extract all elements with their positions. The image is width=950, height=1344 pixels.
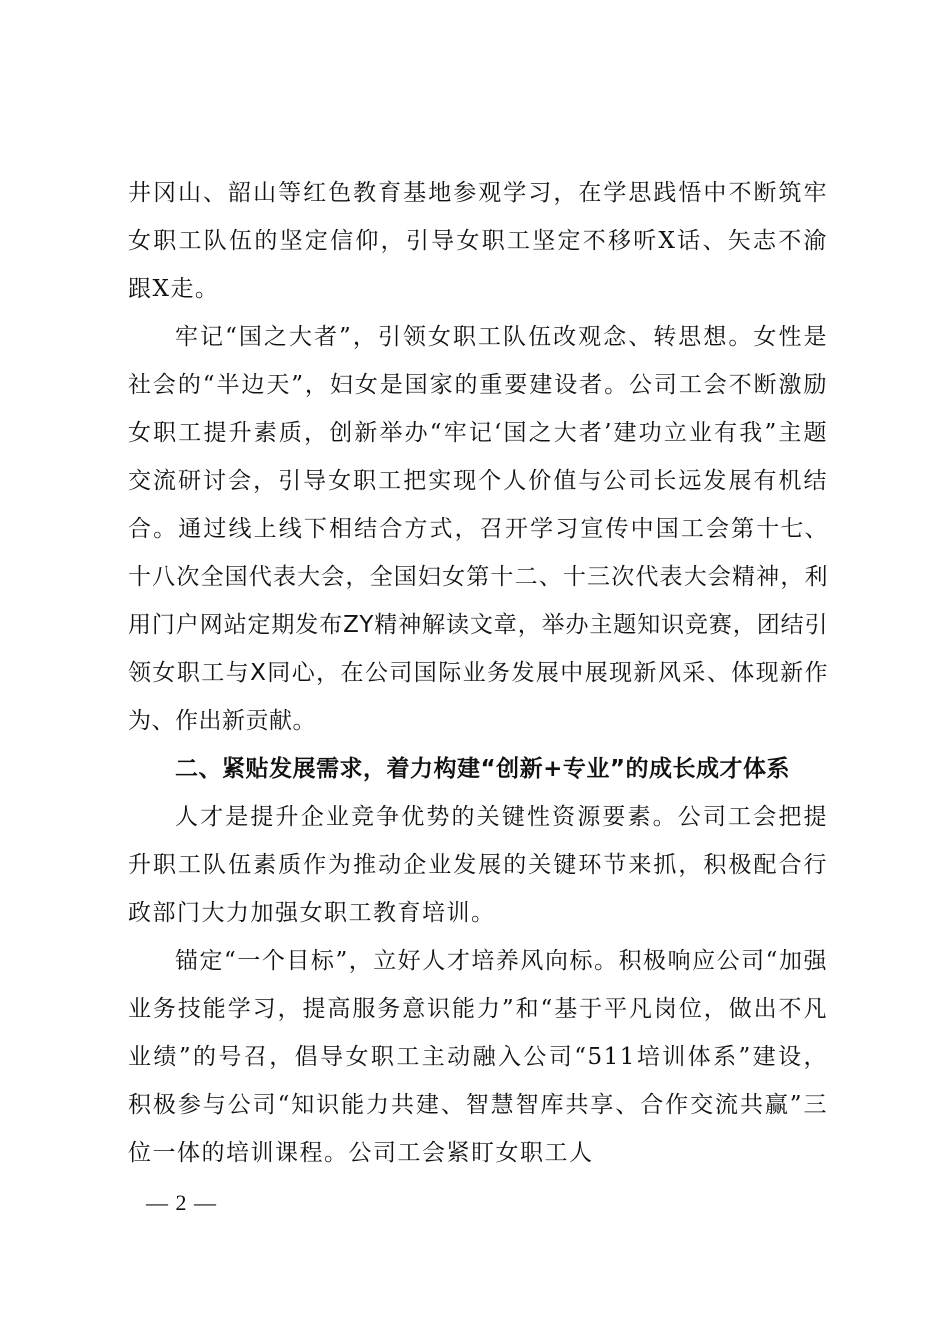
paragraph-guoji-dazhe — [128, 313, 828, 745]
paragraph-talent: 人才是提升企业竞争优势的关键性资源要素。公司工会把提升职工队伍素质作为推动企业发展的关键环节来抓，积极配合行政部门大力加强女职工教育培训。 — [128, 804, 828, 926]
paragraph-continuation: 井冈山、韶山等红色教育基地参观学习，在学思践悟中不断筑牢女职工队伍的坚定信仰，引导女职工坚定不移听X话、矢志不渝跟X走。 — [128, 180, 828, 302]
page-number: — 2 — — [146, 1190, 217, 1215]
paragraph-text-part1: 牢记“国之大者”，引领女职工队伍改观念、转思想。女性是社会的“半边天”，妇女是国家的重要建设者。公司工会不断激励女职工提升素质，创新举办“牢记‘国之大者’建功立业有我”主题交流研讨会，引导女职工把实现个人价值与公司长远发展有机结合。通过线上线下相结合方式，召开学习宣传中国工会第 — [128, 324, 828, 542]
section-heading-2: 二、紧贴发展需求，着力构建“创新+专业”的成长成才体系 — [175, 756, 791, 782]
paragraph-text-part2: 十七、十八次全国代表大会，全国妇女第十二、十三次代表大会精神，利用门户网站定期发布ZY精神解读文章，举办主题知识竞赛，团结引领女职工与X同心，在公司国际业务发展中展现新风采、体现新作为、作出新贡献。 — [128, 516, 829, 734]
body-text — [128, 169, 828, 1177]
paragraph-one-goal: 锚定“一个目标”，立好人才培养风向标。积极响应公司“加强业务技能学习，提高服务意识能力”和“基于平凡岗位，做出不凡业绩”的号召，倡导女职工主动融入公司“511培训体系”建设，积极参与公司“知识能力共建、智慧智库共享、合作交流共赢”三位一体的培训课程。公司工会紧盯女职工人 — [128, 948, 828, 1166]
